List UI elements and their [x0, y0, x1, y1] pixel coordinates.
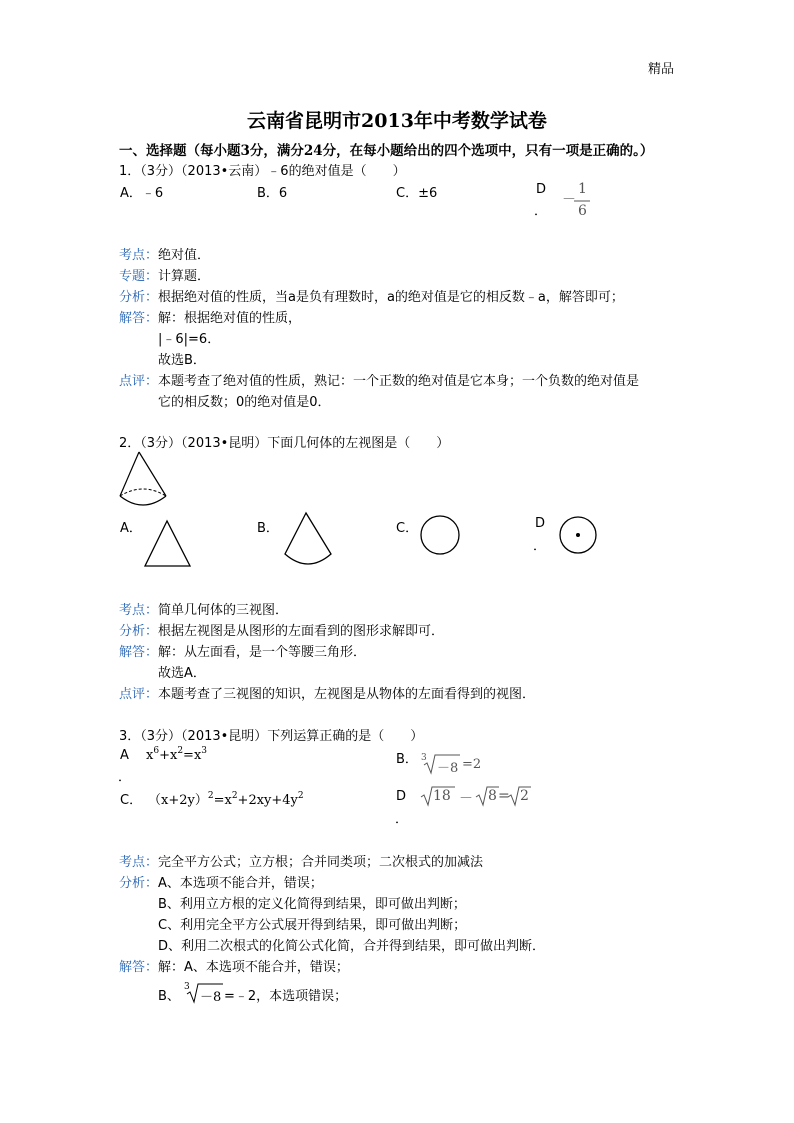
- q2-option-a: A．: [120, 521, 142, 536]
- cone-icon: [117, 452, 177, 522]
- circle-with-center-icon: [559, 514, 603, 558]
- q1-zhuanti-tag: 专题：: [119, 269, 159, 284]
- q1-option-a: A．﹣6: [120, 186, 164, 201]
- q1-option-d-minus: －: [562, 192, 576, 208]
- triangle-icon: [144, 520, 194, 568]
- q3-fenxi-line: A、本选项不能合并，错误；: [158, 876, 323, 891]
- q1-jieda-tag: 解答：: [119, 311, 159, 326]
- q3-stem: 3．（3分）（2013•昆明）下列运算正确的是（ ）: [119, 729, 424, 744]
- q2-option-d-letter: D: [535, 516, 546, 531]
- q3-kaodian: 完全平方公式；立方根；合并同类项；二次根式的加减法: [158, 855, 484, 870]
- q1-fenxi: 根据绝对值的性质，当a是负有理数时，a的绝对值是它的相反数﹣a，解答即可；: [158, 290, 624, 305]
- q3-option-b-rhs: =2: [462, 757, 482, 772]
- q3-fenxi-tag: 分析：: [119, 876, 159, 891]
- q2-option-c: C．: [396, 521, 419, 536]
- q3-jieda-b-index: 3: [184, 982, 190, 992]
- q2-option-d-dot: ．: [533, 539, 547, 554]
- q1-stem: 1．（3分）（2013•云南）﹣6的绝对值是（ ）: [119, 164, 406, 179]
- q1-option-d-denominator: 6: [578, 203, 587, 219]
- q3-option-b-letter: B．: [396, 752, 418, 767]
- q1-fenxi-tag: 分析：: [119, 290, 159, 305]
- q3-jieda-b-rest: =﹣2，本选项错误；: [224, 989, 348, 1004]
- q2-option-b: B．: [257, 521, 279, 536]
- q3-option-a-letter: A: [120, 748, 129, 763]
- q3-option-d-equals: =: [498, 788, 510, 804]
- q2-fenxi-tag: 分析：: [119, 624, 159, 639]
- q1-zhuanti: 计算题．: [158, 269, 211, 284]
- q1-dianping-line: 它的相反数；0的绝对值是0．: [158, 395, 331, 410]
- q1-kaodian: 绝对值．: [158, 248, 211, 263]
- q2-kaodian-tag: 考点：: [119, 603, 159, 618]
- q1-jieda-line: 故选B．: [158, 353, 206, 368]
- q1-option-d-letter: D: [536, 182, 547, 197]
- q3-option-b-radicand: －8: [437, 761, 459, 776]
- q3-option-c-letter: C．: [120, 793, 143, 808]
- q3-option-a-expr: $x^6+x^2=x^3$: [146, 746, 208, 763]
- q3-kaodian-tag: 考点：: [119, 855, 159, 870]
- circle-icon: [419, 514, 463, 558]
- q3-fenxi-line: B、利用立方根的定义化简得到结果，即可做出判断；: [158, 897, 466, 912]
- q2-jieda-line: 故选A．: [158, 666, 206, 681]
- q2-dianping: 本题考查了三视图的知识，左视图是从物体的左面看得到的视图．: [158, 687, 536, 702]
- q1-jieda-line: 解：根据绝对值的性质，: [158, 311, 302, 326]
- q3-option-d-radicand-2: 8: [488, 788, 497, 804]
- q2-jieda-line: 解：从左面看，是一个等腰三角形．: [158, 645, 367, 660]
- q2-fenxi: 根据左视图是从图形的左面看到的图形求解即可．: [158, 624, 445, 639]
- q3-fenxi-line: C、利用完全平方公式展开得到结果，即可做出判断；: [158, 918, 467, 933]
- q1-option-d-dot: ．: [534, 204, 548, 219]
- q1-dianping-tag: 点评：: [119, 374, 159, 389]
- header-watermark: 精品: [648, 62, 675, 77]
- q3-option-d-dot: ．: [395, 812, 409, 827]
- q3-option-d-letter: D: [396, 789, 407, 804]
- page-title: 云南省昆明市2013年中考数学试卷: [247, 110, 547, 132]
- q3-jieda-line: 解：A、本选项不能合并，错误；: [158, 960, 349, 975]
- q3-option-a-dot: ．: [118, 770, 132, 785]
- q1-option-c: C．±6: [396, 186, 438, 201]
- q3-jieda-b-prefix: B、: [158, 989, 180, 1004]
- section-heading: 一、选择题（每小题3分，满分24分，在每小题给出的四个选项中，只有一项是正确的。）: [119, 143, 654, 159]
- q3-option-d-radicand-3: 2: [520, 788, 529, 804]
- q2-stem: 2．（3分）（2013•昆明）下面几何体的左视图是（ ）: [119, 436, 450, 451]
- q1-option-d-numerator: 1: [578, 181, 587, 197]
- q2-dianping-tag: 点评：: [119, 687, 159, 702]
- q3-option-d-minus: －: [459, 791, 473, 807]
- q2-kaodian: 简单几何体的三视图．: [158, 603, 289, 618]
- q1-kaodian-tag: 考点：: [119, 248, 159, 263]
- q3-option-c-expr: $(x+2y)^2=x^2+2xy+4y^2$: [148, 791, 304, 808]
- sector-icon: [281, 512, 341, 574]
- q1-jieda-line: |﹣6|=6．: [158, 332, 221, 347]
- q1-dianping-line: 本题考查了绝对值的性质，熟记：一个正数的绝对值是它本身；一个负数的绝对值是: [158, 374, 640, 389]
- q3-jieda-tag: 解答：: [119, 960, 159, 975]
- q3-option-b-index: 3: [421, 753, 427, 763]
- q2-jieda-tag: 解答：: [119, 645, 159, 660]
- q3-option-d-radicand-1: 18: [433, 788, 451, 804]
- q3-fenxi-line: D、利用二次根式的化简公式化简，合并得到结果，即可做出判断．: [158, 939, 546, 954]
- q1-option-b: B．6: [257, 186, 288, 201]
- q3-jieda-b-radicand: －8: [200, 990, 222, 1005]
